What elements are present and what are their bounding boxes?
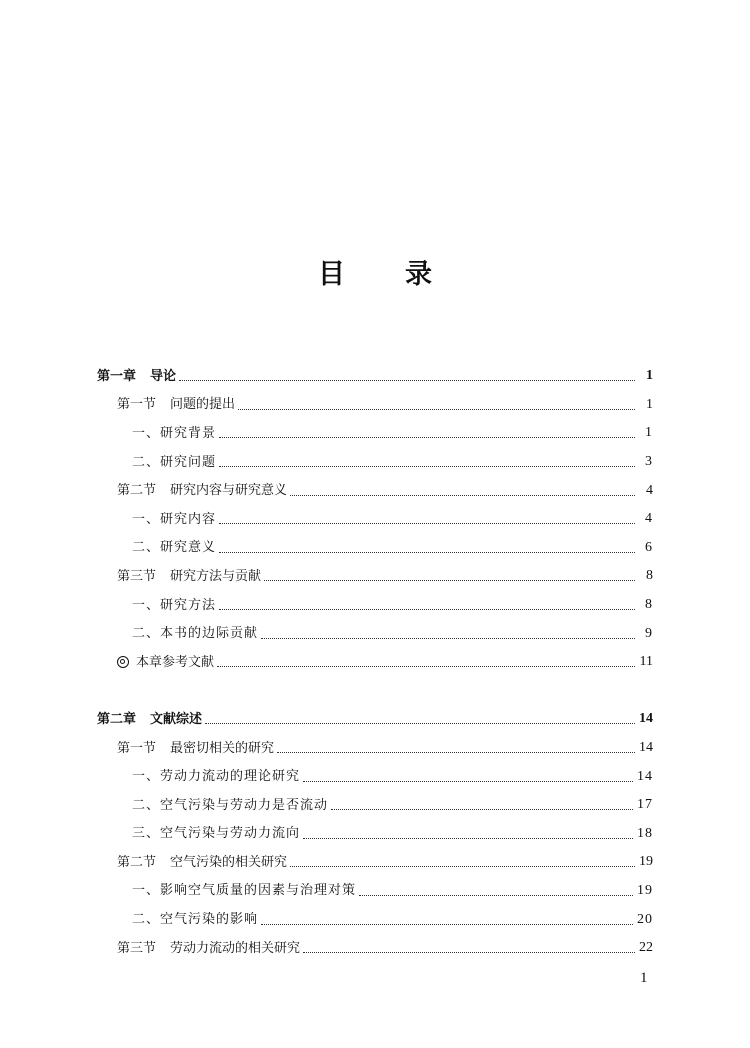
toc-entry-page: 19 <box>637 882 653 898</box>
toc-entry-text: 一、劳动力流动的理论研究 <box>132 769 301 785</box>
title-char-2: 录 <box>405 259 432 290</box>
toc-entry-references[interactable] <box>97 648 653 677</box>
leader-dots <box>261 923 633 925</box>
toc-entry-text: 问题的提出 <box>170 397 236 413</box>
toc-entry-text: 本章参考文献 <box>136 654 215 670</box>
toc-entry-label <box>117 484 287 497</box>
leader-dots <box>219 465 635 467</box>
leader-dots <box>303 951 635 953</box>
toc-entry-page: 4 <box>646 482 653 498</box>
leader-dots <box>238 408 635 410</box>
leader-dots <box>331 808 633 810</box>
toc-entry-text: 导论 <box>150 368 177 384</box>
toc-entry-text: 研究内容与研究意义 <box>170 483 288 499</box>
page-number: 1 <box>640 970 648 986</box>
toc-entry-subsection[interactable] <box>97 762 653 791</box>
toc-entry-page: 22 <box>639 940 653 956</box>
leader-dots <box>205 722 635 724</box>
toc-entry-text: 三、空气污染与劳动力流向 <box>132 826 301 842</box>
toc-entry-number: 第二节 <box>117 483 157 499</box>
leader-dots <box>359 894 633 896</box>
toc-entry-label <box>117 742 274 755</box>
toc-entry-page: 4 <box>645 511 653 527</box>
toc-entry-section[interactable] <box>97 476 653 505</box>
toc-entry-page: 18 <box>637 825 653 841</box>
toc-entry-section[interactable] <box>97 934 653 963</box>
toc-entry-number: 第一节 <box>117 740 157 756</box>
toc-entry-page: 14 <box>639 711 653 727</box>
toc-entry-page: 14 <box>637 768 653 784</box>
toc-entry-label <box>132 884 356 897</box>
toc-entry-subsection[interactable] <box>97 591 653 620</box>
toc-entry-page: 1 <box>646 368 653 384</box>
toc-entry-text: 劳动力流动的相关研究 <box>170 940 301 956</box>
toc-entry-number: 第三节 <box>117 568 157 584</box>
leader-dots <box>219 522 635 524</box>
toc-entry-text: 空气污染的相关研究 <box>170 854 288 870</box>
toc-entry-page: 6 <box>645 539 653 555</box>
leader-dots <box>290 865 635 867</box>
toc-entry-text: 一、影响空气质量的因素与治理对策 <box>132 883 357 899</box>
toc-entry-page: 8 <box>646 568 653 584</box>
toc-entry-section[interactable] <box>97 562 653 591</box>
toc-entry-label <box>132 913 258 926</box>
double-circle-icon <box>117 656 129 668</box>
toc-entry-page: 19 <box>639 854 653 870</box>
title-char-1: 目 <box>318 259 345 290</box>
toc-entry-label <box>117 398 235 411</box>
toc-entry-text: 二、本书的边际贡献 <box>132 626 259 642</box>
toc-entry-subsection[interactable] <box>97 820 653 849</box>
toc-entry-number: 第一节 <box>117 397 157 413</box>
leader-dots <box>277 751 635 753</box>
toc-entry-text: 最密切相关的研究 <box>170 740 275 756</box>
toc-entry-label <box>117 942 300 955</box>
toc-entry-number: 第二章 <box>97 711 137 727</box>
toc-entry-number: 第三节 <box>117 940 157 956</box>
toc-entry-subsection[interactable] <box>97 905 653 934</box>
toc-entry-label <box>117 656 214 669</box>
toc-entry-page: 1 <box>645 425 653 441</box>
toc-entry-section[interactable] <box>97 391 653 420</box>
toc-entry-subsection[interactable] <box>97 505 653 534</box>
toc-entry-label <box>132 770 300 783</box>
toc-entry-subsection[interactable] <box>97 877 653 906</box>
leader-dots <box>290 494 635 496</box>
toc-entry-section[interactable] <box>97 848 653 877</box>
toc-entry-text: 研究方法与贡献 <box>170 568 262 584</box>
toc-entry-page: 14 <box>639 740 653 756</box>
toc-entry-label <box>132 541 216 554</box>
toc-entry-chapter[interactable] <box>97 362 653 391</box>
leader-dots <box>219 608 635 610</box>
toc-entry-text: 二、研究意义 <box>132 540 217 556</box>
toc-entry-subsection[interactable] <box>97 419 653 448</box>
toc-entry-text: 文献综述 <box>150 711 203 727</box>
toc-entry-label <box>132 627 258 640</box>
toc-entry-section[interactable] <box>97 734 653 763</box>
leader-dots <box>303 780 633 782</box>
toc-entry-subsection[interactable] <box>97 791 653 820</box>
toc-entry-text: 二、空气污染的影响 <box>132 912 259 928</box>
toc-entry-page: 8 <box>645 597 653 613</box>
toc-entry-page: 3 <box>645 454 653 470</box>
leader-dots <box>261 637 635 639</box>
toc-entry-label <box>132 799 328 812</box>
page-title <box>0 252 750 291</box>
toc-entry-page: 9 <box>645 625 653 641</box>
toc-entry-label <box>132 599 216 612</box>
toc-entry-page: 1 <box>646 396 653 412</box>
toc-entry-text: 一、研究内容 <box>132 511 217 527</box>
toc-entry-text: 一、研究背景 <box>132 425 217 441</box>
leader-dots <box>303 837 633 839</box>
toc-entry-label <box>97 370 176 383</box>
toc-entry-label <box>132 456 216 469</box>
toc-entry-page: 11 <box>639 654 653 670</box>
toc-entry-text: 二、研究问题 <box>132 454 217 470</box>
toc-entry-label <box>132 427 216 440</box>
leader-dots <box>179 379 635 381</box>
toc-entry-text: 一、研究方法 <box>132 597 217 613</box>
toc-entry-label <box>97 713 202 726</box>
toc-entry-text: 二、空气污染与劳动力是否流动 <box>132 797 329 813</box>
toc-entry-label <box>117 570 261 583</box>
toc-entry-label <box>117 856 287 869</box>
chapter-spacer <box>97 677 653 706</box>
leader-dots <box>219 436 635 438</box>
toc-entry-subsection[interactable] <box>97 534 653 563</box>
leader-dots <box>219 551 635 553</box>
toc-entry-subsection[interactable] <box>97 448 653 477</box>
toc-entry-page: 17 <box>637 797 653 813</box>
leader-dots <box>217 665 635 667</box>
leader-dots <box>264 579 635 581</box>
toc-entry-label <box>132 513 216 526</box>
toc-entry-chapter[interactable] <box>97 705 653 734</box>
toc-entry-page: 20 <box>637 911 653 927</box>
toc-entry-label <box>132 827 300 840</box>
toc-entry-subsection[interactable] <box>97 619 653 648</box>
table-of-contents <box>97 362 653 962</box>
toc-entry-number: 第一章 <box>97 368 137 384</box>
toc-entry-number: 第二节 <box>117 854 157 870</box>
